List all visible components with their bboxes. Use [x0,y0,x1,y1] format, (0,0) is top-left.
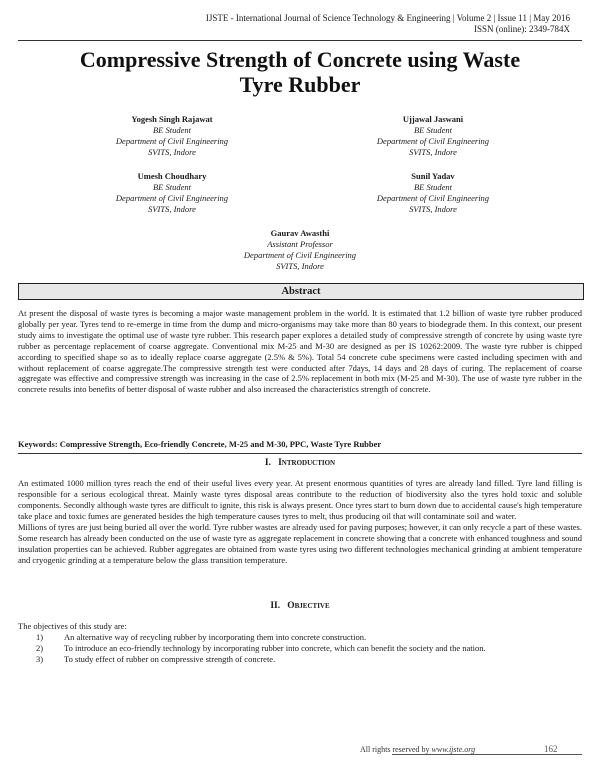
objective-intro: The objectives of this study are: [18,621,127,631]
author-name: Gaurav Awasthi [270,228,330,238]
list-item: 2) To introduce an eco-friendly technology by incorporating rubber into concrete, which can benefit the society and the nation. [36,642,486,653]
section-heading-objective: II. Objective [270,601,330,611]
author-name: Sunil Yadav [411,171,455,181]
section-heading-introduction: I. Introduction [264,458,336,468]
author-block: Sunil Yadav BE Student Department of Civil Engineering SVITS, Indore [333,171,533,215]
issn: ISSN (online): 2349-784X [474,24,570,34]
objective-list [18,632,582,665]
abstract-heading: Abstract [18,283,584,300]
footer-rights: All rights reserved by www.ijste.org [360,745,476,754]
author-block: Gaurav Awasthi Assistant Professor Department of Civil Engineering SVITS, Indore [200,228,400,272]
keywords: Keywords: Compressive Strength, Eco-friendly Concrete, M-25 and M-30, PPC, Waste Tyre Rubber [18,439,382,449]
author-block: Umesh Choudhary BE Student Department of Civil Engineering SVITS, Indore [72,171,272,215]
intro-paragraph-2: Millions of tyres are just being buried all over the world. Tyre rubber wastes are already used for paving purposes; however, it can only recycle a part of these wastes. Some research has already been conducted on the use of waste tyre as aggregate replacement in concrete showing that a concrete with enhanced toughness and sound insulation properties can be achieved. Rubber aggregates are obtained from waste tyres using two different technologies mechanical grinding at ambient temperature and cryogenic grinding at a temperature below the glass transition temperature. [18,522,582,565]
header-divider [18,40,582,41]
journal-info: IJSTE - International Journal of Science Technology & Engineering | Volume 2 | Issue 11 | May 2016 [205,13,570,23]
page-number: 162 [544,744,558,754]
footer-divider [392,754,582,755]
list-item: 1) An alternative way of recycling rubber by incorporating them into concrete construction. [36,632,367,642]
paper-title: Compressive Strength of Concrete using Waste Tyre Rubber [79,47,521,97]
intro-paragraph-1: An estimated 1000 million tyres reach the end of their useful lives every year. At present enormous quantities of tyres are already land filled. Tyre land filling is responsible for a serious ecological threat. Mainly waste tyres disposal areas contribute to the reduction of biodiversity also the tyres hold toxic and soluble components. Secondly although waste tyres are difficult to ignite, this risk is always present. Once tyres start to burn down due to accidental cause's high temperature take place and toxic fumes are generated besides the high temperature causes tyres to melt, thus producing oil that will contaminate soil and water. [18,478,582,521]
abstract-divider [18,453,582,454]
author-block: Ujjawal Jaswani BE Student Department of Civil Engineering SVITS, Indore [333,114,533,158]
author-name: Umesh Choudhary [137,171,207,181]
author-name: Ujjawal Jaswani [402,114,464,124]
author-name: Yogesh Singh Rajawat [131,114,213,124]
journal-url-link[interactable]: www.ijste.org [431,745,476,754]
abstract-body: At present the disposal of waste tyres is becoming a major waste management problem in the world. It is estimated that 1.2 billion of waste tyre rubber produced globally per year. Tyres tend to re-emerge in time from the dump and micro-organisms may take more than 80 years to biodegrade them. In this context, our present study aims to investigate the optimal use of waste tyre rubber. This research paper explores a detailed study of compressive strength of concrete by using waste tyre rubber as percentage replacement of coarse aggregate. Conventional mix M-25 and M-30 are designed as per IS 10262:2009. The waste tyre rubber is chipped according to specified shape so as to ideally replace coarse aggregate (2.5% & 5%). Total 54 concrete cube specimens were casted including specimen with and without replacement of coarse aggregate.The compressive strength test were conducted after 7days, 14 days and 28 days of curing. The replacement of coarse aggregate was effective and compressive strength was increasing in the case of 2.5% replacement in both mix (M-25 and M-30). The use of waste tyre rubber in the concrete results into benefits of better disposal of waste rubber and also increased the characteristics strength of concrete. [18,308,582,395]
list-item: 3) To study effect of rubber on compressive strength of concrete. [36,653,276,664]
author-block: Yogesh Singh Rajawat BE Student Department of Civil Engineering SVITS, Indore [72,114,272,158]
